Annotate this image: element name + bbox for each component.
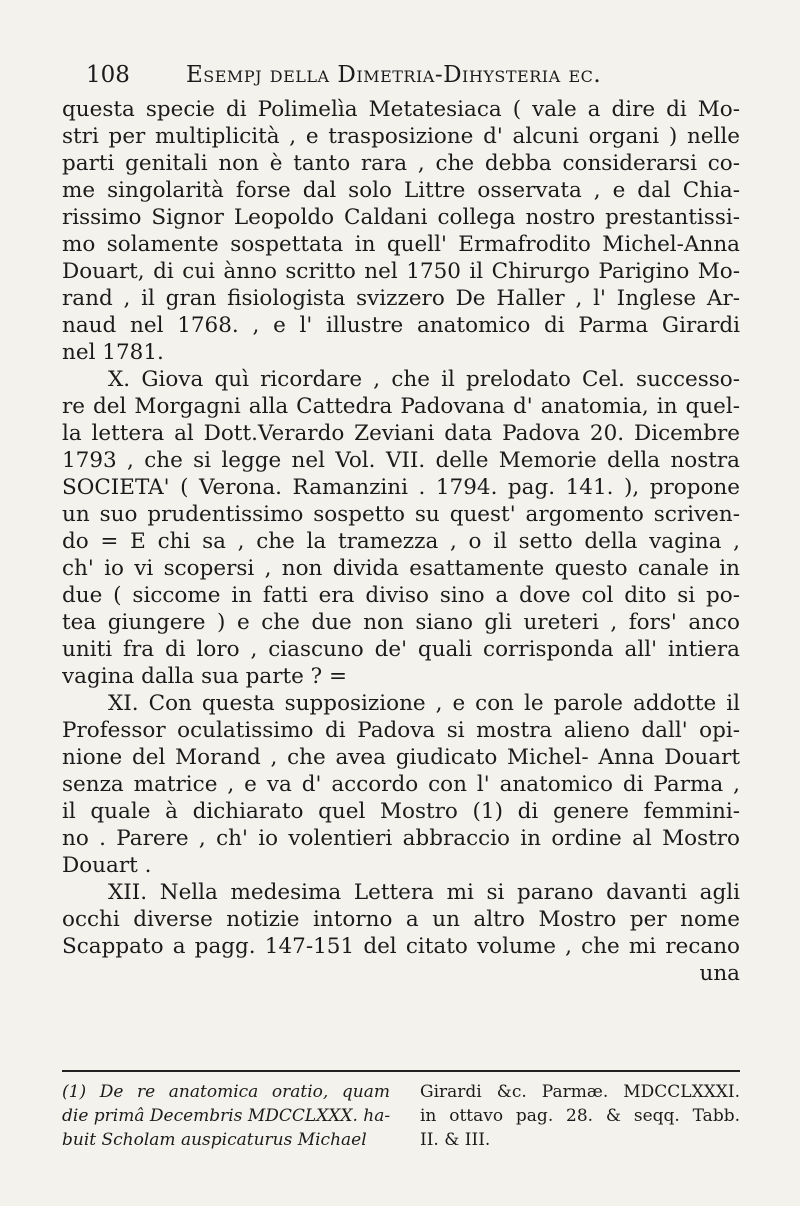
text-line: Douart . [62, 853, 152, 878]
paragraph-xii-start: XII. Nella medesima Lettera mi si parano davanti agli [108, 880, 740, 905]
text-line: parti genitali non è tanto rara , che debba considerarsi co- [62, 151, 740, 176]
footnote-line: II. & III. [420, 1130, 491, 1150]
text-line: tea giungere ) e che due non siano gli ureteri , fors' anco [62, 610, 740, 635]
text-line: re del Morgagni alla Cattedra Padovana d' anatomia, in quel- [62, 394, 740, 419]
paragraph-xi-start: XI. Con questa supposizione , e con le parole addotte il [108, 691, 740, 716]
footnote-line: die primâ Decembris MDCCLXXX. ha- [62, 1106, 390, 1126]
text-line: questa specie di Polimelìa Metatesiaca ( vale a dire di Mo- [62, 97, 740, 122]
paragraph-x-start: X. Giova quì ricordare , che il prelodato Cel. successo- [108, 367, 740, 392]
footnote-line: buit Scholam auspicaturus Michael [62, 1130, 367, 1150]
text-line: uniti fra di loro , ciascuno de' quali corrisponda all' intiera [62, 637, 740, 662]
text-line: no . Parere , ch' io volentieri abbraccio in ordine al Mostro [62, 826, 740, 851]
page-number: 108 [86, 62, 130, 88]
text-line: il quale à dichiarato quel Mostro (1) di genere femmini- [62, 799, 740, 824]
catchword: una [699, 961, 740, 986]
running-title: Esempj della Dimetria-Dihysteria ec. [186, 62, 602, 88]
text-line: ch' io vi scopersi , non divida esattamente questo canale in [62, 556, 740, 581]
footnote-line: Girardi &c. Parmæ. MDCCLXXXI. [420, 1082, 740, 1102]
text-line: nel 1781. [62, 340, 164, 365]
text-line: Douart, di cui ànno scritto nel 1750 il Chirurgo Parigino Mo- [62, 259, 740, 284]
footnote-line: in ottavo pag. 28. & seqq. Tabb. [420, 1106, 740, 1126]
text-line: nione del Morand , che avea giudicato Michel- Anna Douart [62, 745, 740, 770]
text-line: do = E chi sa , che la tramezza , o il setto della vagina , [62, 529, 740, 554]
text-line: due ( siccome in fatti era diviso sino a dove col dito si po- [62, 583, 740, 608]
body-text [62, 96, 740, 987]
text-line: naud nel 1768. , e l' illustre anatomico di Parma Girardi [62, 313, 740, 338]
text-line: mo solamente sospettata in quell' Ermafrodito Michel-Anna [62, 232, 740, 257]
text-line: senza matrice , e va d' accordo con l' anatomico di Parma , [62, 772, 740, 797]
footnote-left-column [62, 1080, 390, 1152]
text-line: me singolarità forse dal solo Littre osservata , e dal Chia- [62, 178, 740, 203]
footnote-line: (1) De re anatomica oratio, quam [62, 1082, 390, 1102]
footnote-right-column [420, 1080, 740, 1152]
text-line: un suo prudentissimo sospetto su quest' argomento scriven- [62, 502, 740, 527]
text-line: rissimo Signor Leopoldo Caldani collega nostro prestantissi- [62, 205, 740, 230]
text-line: 1793 , che si legge nel Vol. VII. delle Memorie della nostra [62, 448, 740, 473]
text-line: la lettera al Dott.Verardo Zeviani data Padova 20. Dicembre [62, 421, 740, 446]
text-line: SOCIETA' ( Verona. Ramanzini . 1794. pag. 141. ), propone [62, 475, 740, 500]
text-line: occhi diverse notizie intorno a un altro Mostro per nome [62, 907, 740, 932]
text-line: vagina dalla sua parte ? = [62, 664, 348, 689]
text-line: Scappato a pagg. 147-151 del citato volume , che mi recano [62, 934, 740, 959]
text-line: rand , il gran fisiologista svizzero De Haller , l' Inglese Ar- [62, 286, 740, 311]
text-line: stri per multiplicità , e trasposizione d' alcuni organi ) nelle [62, 124, 740, 149]
footnote-rule [62, 1070, 740, 1072]
text-line: Professor oculatissimo di Padova si mostra alieno dall' opi- [62, 718, 740, 743]
